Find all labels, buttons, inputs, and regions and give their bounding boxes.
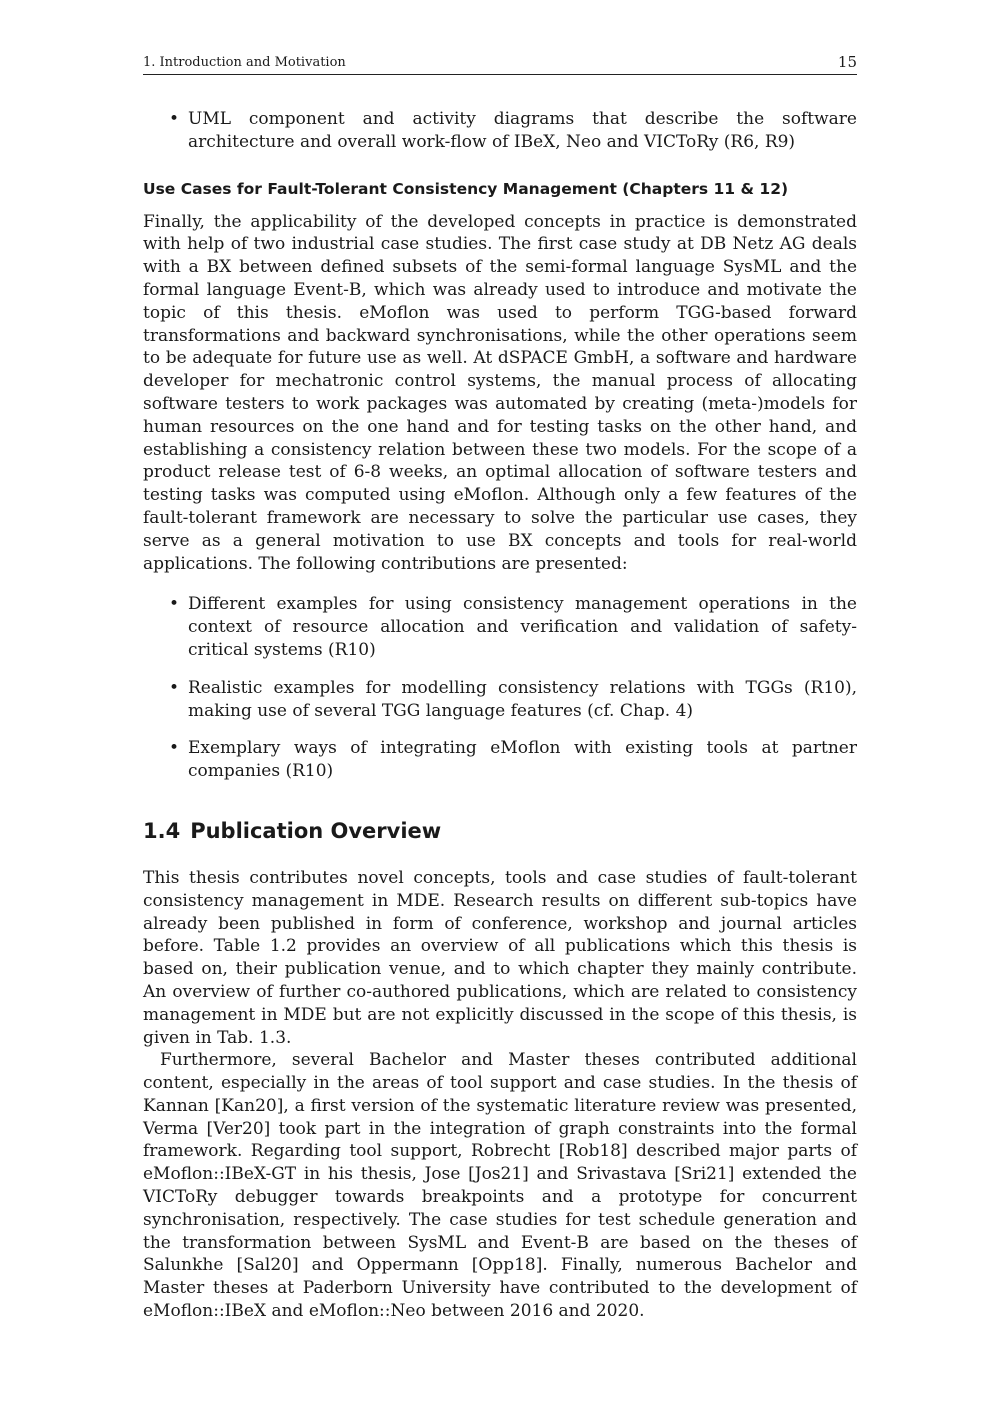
list-item bbox=[169, 677, 857, 723]
list-item bbox=[169, 108, 857, 154]
list-item bbox=[169, 593, 857, 661]
page-number: 15 bbox=[837, 53, 857, 71]
list-item bbox=[169, 737, 857, 783]
bullet-icon: • bbox=[169, 594, 180, 615]
section-number: 1.4 bbox=[143, 818, 181, 843]
section-paragraph: This thesis contributes novel concepts, tools and case studies of fault-tolerant consistency management in MDE. Research results on different sub-topics have already been published in form of conference, workshop and journal articles before. Table 1.2 provides an overview of all publications which this thesis is based on, their publication venue, and to which chapter they mainly contribute. An overview of further co-authored publications, which are related to consistency management in MDE but are not explicitly discussed in the scope of this thesis, is given in Tab. 1.3. bbox=[143, 867, 857, 1048]
list-item-text: UML component and activity diagrams that describe the software architecture and overall work-flow of IBeX, Neo and VICToRy (R6, R9) bbox=[188, 109, 857, 152]
running-header bbox=[143, 54, 857, 75]
use-cases-paragraph: Finally, the applicability of the developed concepts in practice is demonstrated with help of two industrial case studies. The first case study at DB Netz AG deals with a BX between defined subsets of the semi-formal language SysML and the formal language Event-B, which was already used to introduce and motivate the topic of this thesis. eMoflon was used to perform TGG-based forward transformations and backward synchronisations, while the other operations seem to be adequate for future use as well. At dSPACE GmbH, a software and hardware developer for mechatronic control systems, the manual process of allocating software testers to work packages was automated by creating (meta-)models for human resources on the one hand and for testing tasks on the other hand, and establishing a consistency relation between these two models. For the scope of a product release test of 6-8 weeks, an optimal allocation of software testers and testing tasks was computed using eMoflon. Although only a few features of the fault-tolerant framework are necessary to solve the particular use cases, they serve as a general motivation to use BX concepts and tools for real-world applications. The following contributions are presented: bbox=[143, 211, 857, 574]
top-bullet-list bbox=[143, 108, 857, 154]
use-cases-heading: Use Cases for Fault-Tolerant Consistency Management (Chapters 11 & 12) bbox=[143, 179, 789, 198]
section-title: Publication Overview bbox=[190, 818, 442, 843]
list-item-text: Different examples for using consistency management operations in the context of resource allocation and verification and validation of safety-critical systems (R10) bbox=[188, 594, 857, 660]
body-content bbox=[143, 108, 857, 1323]
bullet-icon: • bbox=[169, 738, 180, 759]
list-item-text: Exemplary ways of integrating eMoflon with existing tools at partner companies (R10) bbox=[188, 738, 857, 782]
section-heading bbox=[143, 817, 857, 845]
chapter-title: 1. Introduction and Motivation bbox=[143, 55, 346, 70]
contributions-list bbox=[143, 593, 857, 783]
bullet-icon: • bbox=[169, 109, 180, 129]
bullet-icon: • bbox=[169, 677, 180, 698]
section-paragraph: Furthermore, several Bachelor and Master theses contributed additional content, especially in the areas of tool support and case studies. In the thesis of Kannan [Kan20], a first version of the systematic literature review was presented, Verma [Ver20] took part in the integration of graph constraints into the formal framework. Regarding tool support, Robrecht [Rob18] described major parts of eMoflon::IBeX-GT in his thesis, Jose [Jos21] and Srivastava [Sri21] extended the VICToRy debugger towards breakpoints and a prototype for concurrent synchronisation, respectively. The case studies for test schedule generation and the transformation between SysML and Event-B are based on the theses of Salunkhe [Sal20] and Oppermann [Opp18]. Finally, numerous Bachelor and Master theses at Paderborn University have contributed to the development of eMoflon::IBeX and eMoflon::Neo between 2016 and 2020. bbox=[143, 1050, 857, 1322]
list-item-text: Realistic examples for modelling consistency relations with TGGs (R10), making use of several TGG language features (cf. Chap. 4) bbox=[188, 677, 857, 721]
